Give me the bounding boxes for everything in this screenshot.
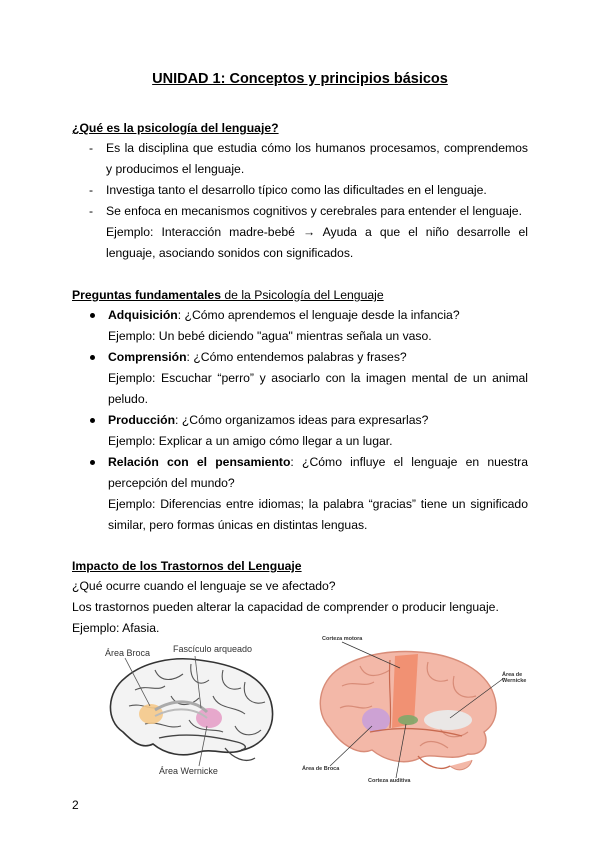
label-area-wernicke: Área de Wernicke [502, 672, 527, 684]
example: Ejemplo: Diferencias entre idiomas; la palabra “gracias” tiene un significado similar, pero formas únicas en distintas lenguas. [108, 497, 528, 532]
paragraph-line: Los trastornos pueden alterar la capacidad de comprender o producir lenguaje. [72, 600, 499, 614]
brain-colored-drawing [300, 632, 532, 787]
brain-colored-figure [300, 632, 532, 787]
term: Relación con el pensamiento [108, 455, 291, 469]
question: : ¿Cómo organizamos ideas para expresarlas? [175, 413, 429, 427]
question: : ¿Cómo entendemos palabras y frases? [186, 350, 407, 364]
dash-marker: - [89, 183, 94, 197]
section1-list [72, 138, 528, 264]
section3-heading: Impacto de los Trastornos del Lenguaje [72, 559, 302, 573]
list-item-text: Investiga tanto el desarrollo típico como las dificultades en el lenguaje. [106, 183, 487, 197]
section1-heading: ¿Qué es la psicología del lenguaje? [72, 121, 279, 135]
question: : ¿Cómo influye el lenguaje en nuestra percepción del mundo? [108, 455, 528, 490]
list-item [72, 138, 528, 180]
brain-lateral-figure [95, 640, 295, 780]
brain-lateral-drawing [95, 640, 295, 780]
label-area-wernicke: Área Wernicke [159, 766, 218, 776]
bullet-icon [90, 460, 95, 465]
bullet-icon [90, 355, 95, 360]
list-item [72, 410, 528, 452]
example: Ejemplo: Explicar a un amigo cómo llegar a un lugar. [108, 434, 393, 448]
bullet-icon [90, 313, 95, 318]
list-item-text: Es la disciplina que estudia cómo los humanos procesamos, comprendemos y producimos el lenguaje. [106, 141, 528, 176]
list-item [72, 305, 528, 347]
page-number: 2 [72, 798, 79, 812]
section2-heading-main: Preguntas fundamentales [72, 288, 221, 302]
paragraph-line: Ejemplo: Afasia. [72, 621, 160, 635]
list-item [72, 347, 528, 410]
example: Ejemplo: Escuchar “perro” y asociarlo con la imagen mental de un animal peludo. [108, 371, 528, 406]
list-item-text: Se enfoca en mecanismos cognitivos y cerebrales para entender el lenguaje. [106, 204, 522, 218]
example: Ejemplo: Un bebé diciendo "agua" mientras señala un vaso. [108, 329, 432, 343]
list-item [72, 201, 528, 264]
label-area-broca: Área de Broca [302, 766, 340, 772]
paragraph-line: ¿Qué ocurre cuando el lenguaje se ve afectado? [72, 579, 336, 593]
term: Adquisición [108, 308, 178, 322]
term: Producción [108, 413, 176, 427]
bullet-icon [90, 418, 95, 423]
dash-marker: - [89, 141, 94, 155]
term: Comprensión [108, 350, 187, 364]
list-item [72, 180, 528, 201]
list-item-example: Ejemplo: Interacción madre-bebé → Ayuda a que el niño desarrolle el lenguaje, asociando sonidos con significados. [106, 225, 528, 260]
label-corteza-motora: Corteza motora [322, 636, 363, 642]
label-corteza-auditiva: Corteza auditiva [368, 778, 411, 784]
dash-marker: - [89, 204, 94, 218]
page-title: UNIDAD 1: Conceptos y principios básicos [152, 71, 448, 87]
section2-heading-rest: de la Psicología del Lenguaje [221, 288, 384, 302]
label-area-broca: Área Broca [105, 648, 151, 658]
list-item [72, 452, 528, 536]
section3-body [72, 576, 528, 639]
question: : ¿Cómo aprendemos el lenguaje desde la infancia? [177, 308, 460, 322]
label-fasciculo: Fascículo arqueado [173, 644, 253, 654]
section2-heading [72, 288, 384, 302]
section2-list [72, 305, 528, 536]
